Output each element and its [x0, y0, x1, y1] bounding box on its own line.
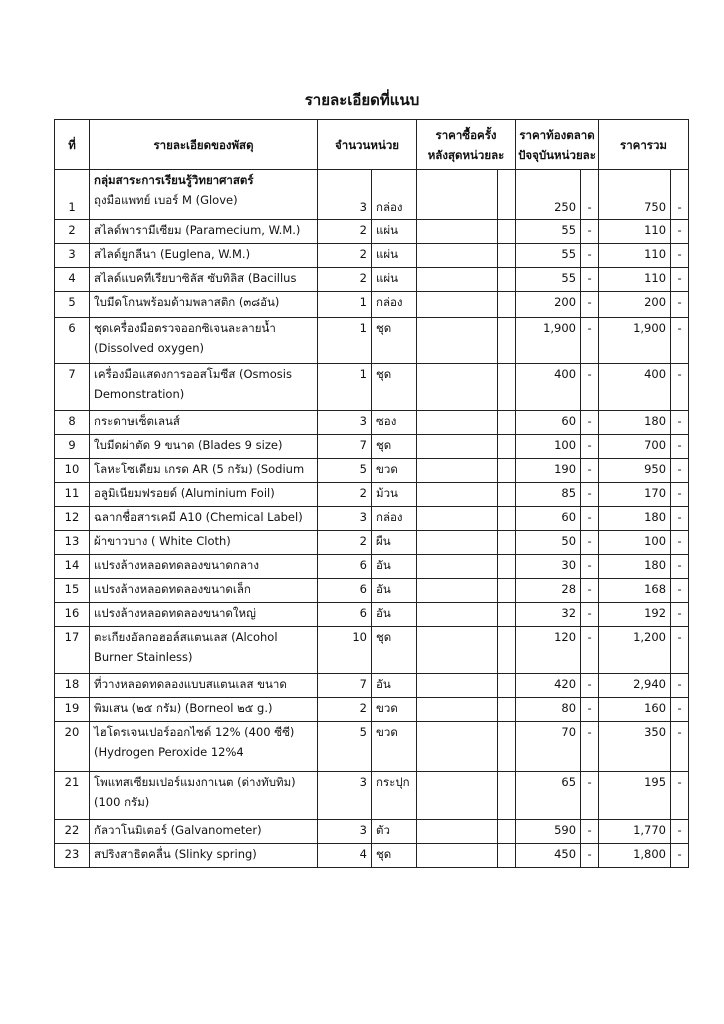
item-description-line: กัลวาโนมิเตอร์ (Galvanometer) [94, 823, 262, 837]
item-description [90, 268, 318, 292]
item-description-line: ถุงมือแพทย์ เบอร์ M (Glove) [94, 193, 238, 207]
item-description-line: สไลด์ยูกลีนา (Euglena, W.M.) [94, 247, 251, 261]
total-price: 192 [599, 603, 671, 627]
last-price-fraction [498, 627, 516, 674]
total-price-fraction: - [671, 722, 689, 772]
last-price [417, 531, 498, 555]
document-title: รายละเอียดที่แนบ [304, 91, 420, 109]
last-price-fraction [498, 603, 516, 627]
item-description-line: สไลด์แบคทีเรียบาซิลัส ซับทิลิส (Bacillus [94, 271, 297, 285]
item-qty: 2 [318, 483, 372, 507]
table-row [55, 268, 689, 292]
item-description-line: สปริงสาธิตคลื่น (Slinky spring) [94, 847, 257, 861]
market-price: 50 [516, 531, 581, 555]
table-row [55, 627, 689, 674]
row-number: 16 [55, 603, 90, 627]
item-description [90, 772, 318, 820]
last-price-fraction [498, 268, 516, 292]
item-unit: ขวด [372, 722, 417, 772]
table-row [55, 292, 689, 318]
market-price: 80 [516, 698, 581, 722]
item-unit: อัน [372, 674, 417, 698]
item-description [90, 318, 318, 364]
item-description-line: โลหะโซเดียม เกรด AR (5 กรัม) (Sodium [94, 462, 305, 476]
last-price-fraction [498, 555, 516, 579]
total-price-fraction: - [671, 220, 689, 244]
total-price-fraction: - [671, 579, 689, 603]
market-price-fraction: - [581, 844, 599, 868]
last-price [417, 220, 498, 244]
row-number: 6 [55, 318, 90, 364]
item-description-line: (Hydrogen Peroxide 12%4 [94, 745, 244, 759]
item-description [90, 579, 318, 603]
item-qty: 6 [318, 603, 372, 627]
item-unit: ชุด [372, 318, 417, 364]
item-description-line: แปรงล้างหลอดทดลองขนาดกลาง [94, 558, 259, 572]
total-price: 110 [599, 244, 671, 268]
last-price-fraction [498, 170, 516, 220]
item-description-line: แปรงล้างหลอดทดลองขนาดใหญ่ [94, 606, 256, 620]
item-description [90, 364, 318, 411]
last-price [417, 292, 498, 318]
last-price-fraction [498, 411, 516, 435]
market-price-fraction: - [581, 318, 599, 364]
last-price-fraction [498, 674, 516, 698]
header-row [55, 120, 689, 170]
total-price: 180 [599, 507, 671, 531]
item-description-line: Burner Stainless) [94, 650, 193, 664]
total-price: 110 [599, 268, 671, 292]
table-row [55, 722, 689, 772]
item-description-line: พิมเสน (๒๕ กรัม) (Borneol ๒๕ g.) [94, 701, 273, 715]
market-price: 1,900 [516, 318, 581, 364]
item-unit: แผ่น [372, 268, 417, 292]
item-description [90, 435, 318, 459]
item-unit: กล่อง [372, 507, 417, 531]
market-price-fraction: - [581, 674, 599, 698]
item-qty: 5 [318, 722, 372, 772]
market-price: 190 [516, 459, 581, 483]
item-description-line: ชุดเครื่องมือตรวจออกซิเจนละลายน้ำ [94, 321, 276, 335]
market-price-fraction: - [581, 507, 599, 531]
last-price [417, 244, 498, 268]
table-row [55, 555, 689, 579]
market-price: 200 [516, 292, 581, 318]
item-description-line: ที่วางหลอดทดลองแบบสแตนเลส ขนาด [94, 677, 287, 691]
market-price-fraction: - [581, 364, 599, 411]
item-unit: แผ่น [372, 244, 417, 268]
header-market-price-line: ปัจจุบันหน่วยละ [518, 147, 596, 162]
market-price: 420 [516, 674, 581, 698]
item-unit: ขวด [372, 698, 417, 722]
market-price: 55 [516, 220, 581, 244]
table-body [55, 170, 689, 868]
item-description [90, 292, 318, 318]
item-description [90, 507, 318, 531]
last-price-fraction [498, 435, 516, 459]
last-price [417, 268, 498, 292]
row-number: 8 [55, 411, 90, 435]
item-description-line: ตะเกียงอัลกอฮอล์สแตนเลส (Alcohol [94, 630, 278, 644]
row-number: 18 [55, 674, 90, 698]
market-price: 100 [516, 435, 581, 459]
row-number: 10 [55, 459, 90, 483]
header-no: ที่ [55, 120, 90, 170]
total-price-fraction: - [671, 531, 689, 555]
header-qty-unit: จำนวนหน่วย [318, 120, 417, 170]
market-price-fraction: - [581, 411, 599, 435]
item-qty: 3 [318, 820, 372, 844]
table-row [55, 364, 689, 411]
item-qty: 3 [318, 772, 372, 820]
item-qty: 7 [318, 674, 372, 698]
item-unit: ชุด [372, 364, 417, 411]
row-number: 11 [55, 483, 90, 507]
last-price [417, 698, 498, 722]
last-price [417, 820, 498, 844]
row-number: 23 [55, 844, 90, 868]
last-price [417, 579, 498, 603]
market-price-fraction: - [581, 459, 599, 483]
market-price-fraction: - [581, 292, 599, 318]
table-row [55, 318, 689, 364]
last-price-fraction [498, 483, 516, 507]
item-unit: ชุด [372, 844, 417, 868]
item-description-line: (100 กรัม) [94, 795, 150, 809]
total-price: 750 [599, 170, 671, 220]
item-qty: 6 [318, 579, 372, 603]
row-number: 20 [55, 722, 90, 772]
table-row [55, 244, 689, 268]
last-price-fraction [498, 292, 516, 318]
item-description-line: อลูมิเนียมฟรอยด์ (Aluminium Foil) [94, 486, 275, 500]
market-price-fraction: - [581, 483, 599, 507]
total-price: 950 [599, 459, 671, 483]
total-price: 100 [599, 531, 671, 555]
row-number: 2 [55, 220, 90, 244]
last-price-fraction [498, 364, 516, 411]
market-price-fraction: - [581, 722, 599, 772]
last-price [417, 507, 498, 531]
market-price: 55 [516, 244, 581, 268]
item-qty: 1 [318, 364, 372, 411]
market-price: 30 [516, 555, 581, 579]
market-price: 32 [516, 603, 581, 627]
item-qty: 3 [318, 507, 372, 531]
row-number: 9 [55, 435, 90, 459]
total-price-fraction: - [671, 820, 689, 844]
row-number: 12 [55, 507, 90, 531]
total-price: 1,770 [599, 820, 671, 844]
items-table [54, 119, 689, 868]
market-price-fraction: - [581, 603, 599, 627]
total-price-fraction: - [671, 318, 689, 364]
item-qty: 3 [318, 170, 372, 220]
row-number: 13 [55, 531, 90, 555]
item-description [90, 698, 318, 722]
market-price: 250 [516, 170, 581, 220]
row-number: 21 [55, 772, 90, 820]
item-qty: 10 [318, 627, 372, 674]
total-price-fraction: - [671, 555, 689, 579]
market-price: 70 [516, 722, 581, 772]
header-description: รายละเอียดของพัสดุ [90, 120, 318, 170]
header-total: ราคารวม [599, 120, 689, 170]
total-price-fraction: - [671, 627, 689, 674]
last-price-fraction [498, 244, 516, 268]
item-qty: 5 [318, 459, 372, 483]
market-price: 120 [516, 627, 581, 674]
market-price: 450 [516, 844, 581, 868]
last-price-fraction [498, 507, 516, 531]
item-description [90, 531, 318, 555]
row-number: 17 [55, 627, 90, 674]
last-price-fraction [498, 698, 516, 722]
last-price-fraction [498, 820, 516, 844]
table-row [55, 459, 689, 483]
item-description-line: ผ้าขาวบาง ( White Cloth) [94, 534, 231, 548]
item-unit: ตัว [372, 820, 417, 844]
last-price [417, 772, 498, 820]
header-last-price-line: ราคาซื้อครั้ง [435, 127, 497, 142]
last-price-fraction [498, 844, 516, 868]
item-qty: 4 [318, 844, 372, 868]
total-price: 1,200 [599, 627, 671, 674]
item-description [90, 459, 318, 483]
last-price [417, 435, 498, 459]
item-description [90, 674, 318, 698]
item-description-line: กระดาษเซ็ตเลนส์ [94, 414, 180, 428]
table-row [55, 603, 689, 627]
total-price-fraction: - [671, 292, 689, 318]
market-price: 55 [516, 268, 581, 292]
item-qty: 2 [318, 531, 372, 555]
last-price-fraction [498, 579, 516, 603]
item-unit: อัน [372, 603, 417, 627]
item-qty: 2 [318, 244, 372, 268]
total-price: 110 [599, 220, 671, 244]
market-price: 60 [516, 411, 581, 435]
row-number: 1 [55, 170, 90, 220]
market-price-fraction: - [581, 820, 599, 844]
item-qty: 2 [318, 268, 372, 292]
table-row [55, 411, 689, 435]
market-price-fraction: - [581, 220, 599, 244]
last-price [417, 459, 498, 483]
total-price-fraction: - [671, 844, 689, 868]
total-price: 168 [599, 579, 671, 603]
last-price-fraction [498, 220, 516, 244]
total-price: 200 [599, 292, 671, 318]
item-unit: อัน [372, 579, 417, 603]
item-description [90, 483, 318, 507]
group-label: กลุ่มสาระการเรียนรู้วิทยาศาสตร์ [94, 173, 254, 187]
market-price-fraction: - [581, 627, 599, 674]
last-price [417, 170, 498, 220]
item-qty: 1 [318, 292, 372, 318]
item-unit: กล่อง [372, 170, 417, 220]
market-price-fraction: - [581, 170, 599, 220]
total-price-fraction: - [671, 483, 689, 507]
item-description [90, 170, 318, 220]
market-price: 28 [516, 579, 581, 603]
last-price-fraction [498, 531, 516, 555]
market-price: 400 [516, 364, 581, 411]
item-unit: ขวด [372, 459, 417, 483]
header-market-price [516, 120, 599, 170]
market-price-fraction: - [581, 435, 599, 459]
market-price-fraction: - [581, 698, 599, 722]
total-price-fraction: - [671, 170, 689, 220]
item-description-line: ใบมีดผ่าตัด 9 ขนาด (Blades 9 size) [94, 438, 283, 452]
item-description [90, 603, 318, 627]
item-unit: อัน [372, 555, 417, 579]
last-price [417, 844, 498, 868]
header-last-price [417, 120, 516, 170]
row-number: 14 [55, 555, 90, 579]
row-number: 3 [55, 244, 90, 268]
table-row [55, 579, 689, 603]
total-price-fraction: - [671, 507, 689, 531]
last-price-fraction [498, 459, 516, 483]
table-row [55, 435, 689, 459]
header-last-price-line: หลังสุดหน่วยละ [427, 147, 505, 162]
table-row [55, 483, 689, 507]
last-price [417, 674, 498, 698]
item-description [90, 411, 318, 435]
total-price-fraction: - [671, 698, 689, 722]
item-description-line: สไลด์พารามีเซียม (Paramecium, W.M.) [94, 223, 301, 237]
table-row [55, 170, 689, 220]
item-unit: กล่อง [372, 292, 417, 318]
total-price: 170 [599, 483, 671, 507]
row-number: 4 [55, 268, 90, 292]
item-qty: 6 [318, 555, 372, 579]
item-description [90, 555, 318, 579]
item-description [90, 244, 318, 268]
total-price: 160 [599, 698, 671, 722]
table-row [55, 844, 689, 868]
market-price: 65 [516, 772, 581, 820]
total-price: 350 [599, 722, 671, 772]
market-price: 60 [516, 507, 581, 531]
item-unit: ชุด [372, 435, 417, 459]
item-qty: 1 [318, 318, 372, 364]
item-qty: 2 [318, 220, 372, 244]
table-row [55, 507, 689, 531]
total-price-fraction: - [671, 603, 689, 627]
table-row [55, 698, 689, 722]
item-description-line: ฉลากชื่อสารเคมี A10 (Chemical Label) [94, 510, 303, 524]
item-description [90, 820, 318, 844]
last-price-fraction [498, 318, 516, 364]
table-row [55, 820, 689, 844]
table-row [55, 674, 689, 698]
item-unit: ม้วน [372, 483, 417, 507]
market-price-fraction: - [581, 244, 599, 268]
item-unit: แผ่น [372, 220, 417, 244]
last-price [417, 722, 498, 772]
item-unit: ซอง [372, 411, 417, 435]
total-price: 400 [599, 364, 671, 411]
total-price-fraction: - [671, 435, 689, 459]
total-price: 1,900 [599, 318, 671, 364]
market-price-fraction: - [581, 772, 599, 820]
total-price-fraction: - [671, 364, 689, 411]
total-price: 2,940 [599, 674, 671, 698]
item-description [90, 844, 318, 868]
last-price-fraction [498, 772, 516, 820]
item-description-line: โพแทสเซียมเปอร์แมงกาเนต (ด่างทับทิม) [94, 775, 296, 789]
item-qty: 7 [318, 435, 372, 459]
row-number: 22 [55, 820, 90, 844]
last-price [417, 364, 498, 411]
market-price-fraction: - [581, 268, 599, 292]
item-qty: 3 [318, 411, 372, 435]
item-description [90, 627, 318, 674]
market-price-fraction: - [581, 579, 599, 603]
total-price-fraction: - [671, 459, 689, 483]
item-description-line: (Dissolved oxygen) [94, 341, 205, 355]
total-price: 700 [599, 435, 671, 459]
item-description-line: Demonstration) [94, 387, 185, 401]
table-row [55, 220, 689, 244]
table-row [55, 531, 689, 555]
total-price-fraction: - [671, 411, 689, 435]
header-market-price-line: ราคาท้องตลาด [519, 127, 595, 142]
last-price-fraction [498, 722, 516, 772]
item-unit: ชุด [372, 627, 417, 674]
total-price: 1,800 [599, 844, 671, 868]
item-description-line: แปรงล้างหลอดทดลองขนาดเล็ก [94, 582, 251, 596]
item-description [90, 220, 318, 244]
row-number: 7 [55, 364, 90, 411]
market-price: 590 [516, 820, 581, 844]
market-price: 85 [516, 483, 581, 507]
last-price [417, 318, 498, 364]
total-price: 195 [599, 772, 671, 820]
total-price-fraction: - [671, 772, 689, 820]
last-price [417, 483, 498, 507]
item-description [90, 722, 318, 772]
item-qty: 2 [318, 698, 372, 722]
last-price [417, 555, 498, 579]
item-unit: กระปุก [372, 772, 417, 820]
row-number: 15 [55, 579, 90, 603]
total-price-fraction: - [671, 268, 689, 292]
last-price [417, 411, 498, 435]
total-price: 180 [599, 411, 671, 435]
last-price [417, 603, 498, 627]
total-price-fraction: - [671, 674, 689, 698]
row-number: 19 [55, 698, 90, 722]
item-unit: ผืน [372, 531, 417, 555]
total-price: 180 [599, 555, 671, 579]
row-number: 5 [55, 292, 90, 318]
table-row [55, 772, 689, 820]
total-price-fraction: - [671, 244, 689, 268]
item-description-line: เครื่องมือแสดงการออสโมซีส (Osmosis [94, 367, 292, 381]
market-price-fraction: - [581, 531, 599, 555]
market-price-fraction: - [581, 555, 599, 579]
item-description-line: ใบมีดโกนพร้อมด้ามพลาสติก (๓๘อัน) [94, 295, 280, 309]
last-price [417, 627, 498, 674]
item-description-line: ไฮโดรเจนเปอร์ออกไซด์ 12% (400 ซีซี) [94, 725, 295, 739]
